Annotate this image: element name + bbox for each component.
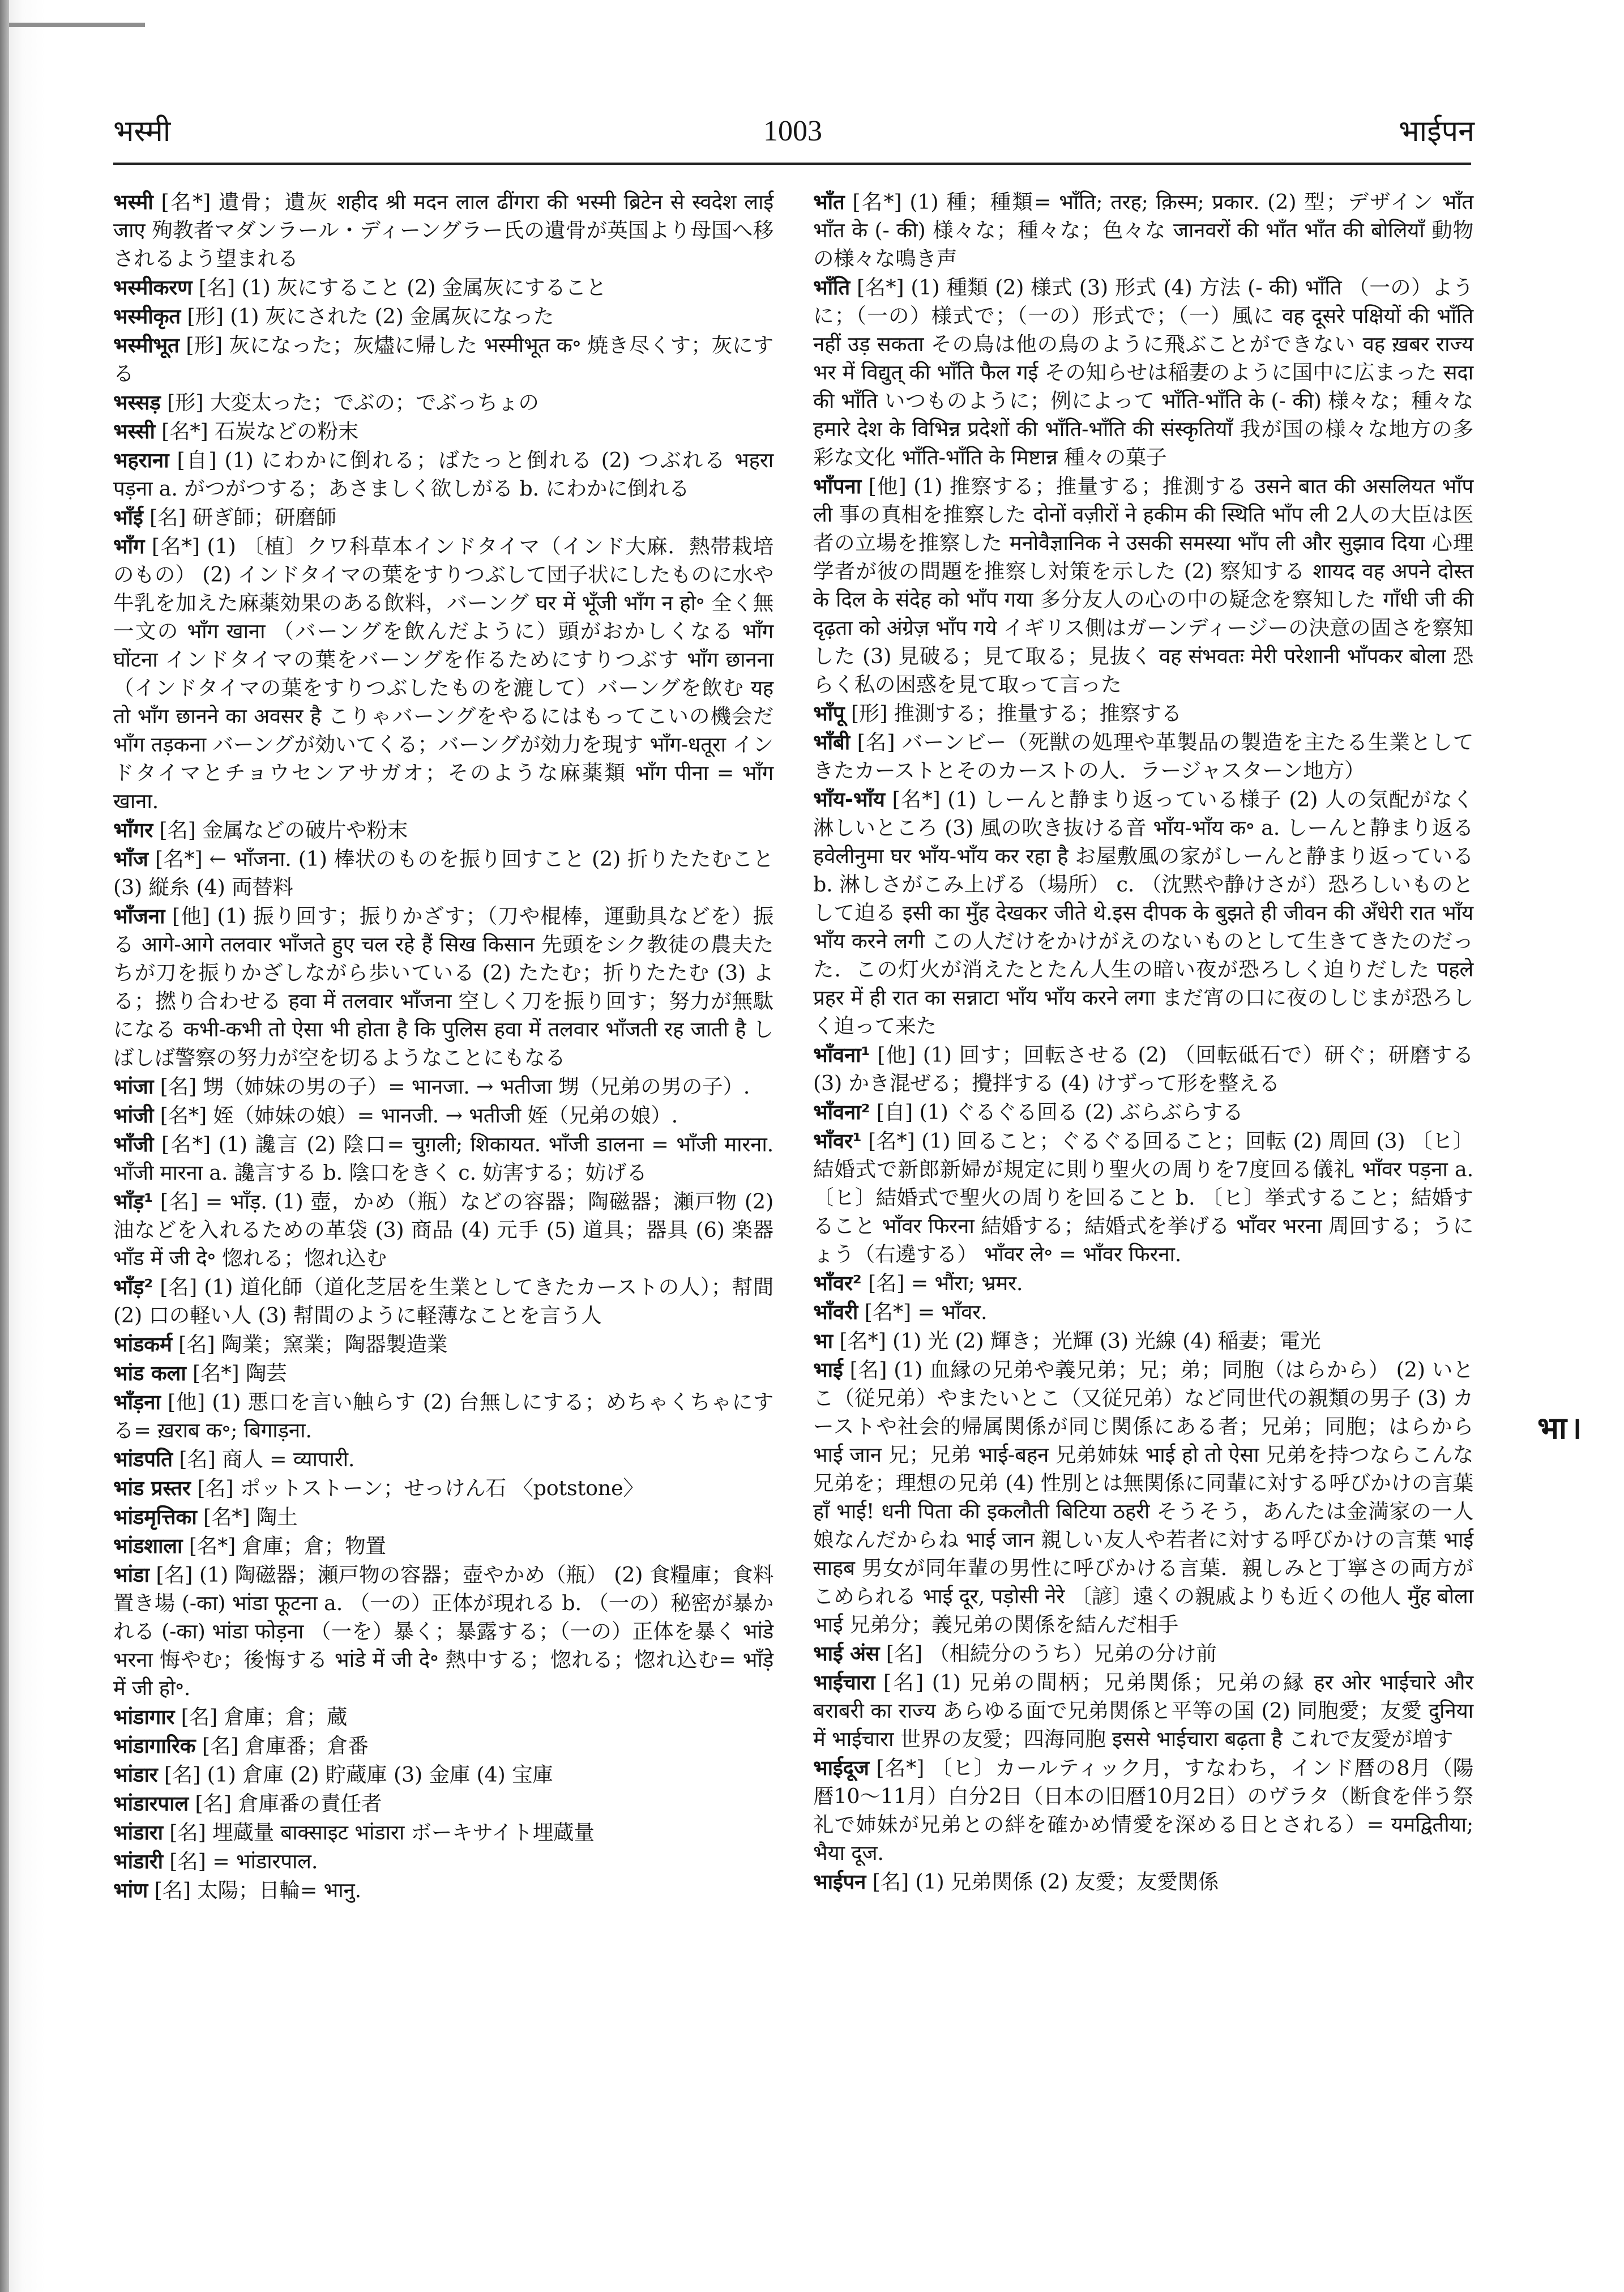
dictionary-entry — [113, 1819, 773, 1847]
entry-definition: [名] 倉庫番の責任者 — [195, 1791, 382, 1816]
entry-headword: भांड कला — [113, 1361, 186, 1385]
entry-definition: [名*] (1) 光 (2) 輝き；光輝 (3) 光線 (4) 稲妻；電光 — [839, 1329, 1321, 1353]
entry-definition: [名*] (1) 種類 (2) 様式 (3) 形式 (4) 方法 (- की) भाँति （一の）ように；（一の）様式で；（一の）形式で；（一）風に वह दूसरे पक्षियों की भाँति नहीं उड़ सकता その鳥は他の鳥のように飛ぶことができない वह ख़बर राज्य भर में विद्युत् की भाँति फैल गई その知らせは稲妻のように国中に広まった सदा की भाँति いつものように；例によって भाँति-भाँति के (- की) 様々な；種々な हमारे देश के विभिन्न प्रदेशों की भाँति-भाँति की संस्कृतियाँ 我が国の様々な地方の多彩な文化 भाँति-भाँति के मिष्टान्न 種々の菓子 — [813, 275, 1473, 470]
dictionary-entry — [113, 302, 773, 331]
entry-headword: भाईचारा — [813, 1670, 875, 1695]
entry-definition: [名*] 〔ヒ〕カールティック月，すなわち，インド暦の8月（陽暦10〜11月）白分2日（日本の旧暦10月2日）のヴラタ（断食を伴う祭礼で姉妹が兄弟との絆を確かめ情愛を深める日とされる）= यमद्वितीया; भैया दूज. — [813, 1756, 1473, 1865]
left-column — [113, 188, 773, 1905]
entry-definition: [名] 甥（姉妹の男の子）= भानजा. → भतीजा 甥（兄弟の男の子）. — [160, 1074, 750, 1099]
dictionary-entry — [813, 1668, 1473, 1753]
entry-definition: [名] (1) 血縁の兄弟や義兄弟；兄；弟；同胞（はらから） (2) いとこ（従兄弟）やまたいとこ（又従兄弟）など同世代の親類の男子 (3) カーストや社会的帰属関係が同じ関係にある者；兄弟；同胞；はらから भाई जान 兄；兄弟 भाई-बहन 兄弟姉妹 भाई हो तो ऐसा 兄弟を持つならこんな兄弟を；理想の兄弟 (4) 性別とは無関係に同輩に対する呼びかけの言葉 हाँ भाई! धनी पिता की इकलौती बिटिया ठहरी そうそう，あんたは金満家の一人娘なんだからね भाई जान 親しい友人や若者に対する呼びかけの言葉 भाई साहब 男女が同年輩の男性に呼びかける言葉．親しみと丁寧さの両方がこめられる भाई दूर, पड़ोसी नेरे 〔諺〕遠くの親戚よりも近くの他人 मुँह बोला भाई 兄弟分；義兄弟の関係を結んだ相手 — [813, 1358, 1473, 1637]
entry-definition: [自] (1) ぐるぐる回る (2) ぶらぶらする — [876, 1100, 1243, 1124]
entry-headword: भस्सड़ — [113, 390, 161, 415]
entry-headword: भाँय-भाँय — [813, 787, 885, 812]
entry-definition: [名] (1) 灰にすること (2) 金属灰にすること — [198, 275, 607, 300]
dictionary-entry — [113, 1703, 773, 1731]
entry-definition: [形] 大変太った；でぶの；でぶっちょの — [167, 390, 539, 415]
entry-headword: भांड प्रस्तर — [113, 1476, 191, 1500]
entry-headword: भांडपति — [113, 1447, 173, 1471]
entry-headword: भांडागार — [113, 1705, 175, 1729]
dictionary-entry — [813, 699, 1473, 728]
dictionary-entry — [113, 1876, 773, 1905]
dictionary-entry — [113, 1503, 773, 1531]
entry-definition: [名] (1) 倉庫 (2) 貯蔵庫 (3) 金庫 (4) 宝庫 — [164, 1762, 553, 1787]
entry-headword: भांडमृत्तिका — [113, 1505, 197, 1529]
entry-headword: भांजी — [113, 1103, 154, 1128]
entry-definition: [名*] (1) 讒言 (2) 陰口= चुग़ली; शिकायत. भाँजी डालना = भाँजी मारना. भाँजी मारना a. 讒言する b. 陰口をきく c. 妨害する；妨げる — [113, 1132, 773, 1185]
entry-definition: [形] 推測する；推量する；推察する — [851, 701, 1182, 725]
entry-definition: [他] (1) 悪口を言い触らす (2) 台無しにする；めちゃくちゃにする= ख़राब क॰; बिगाड़ना. — [113, 1390, 774, 1442]
entry-headword: भाँड़² — [113, 1275, 153, 1299]
right-guide-word: भाईपन — [1399, 114, 1475, 148]
dictionary-entry — [113, 1102, 773, 1130]
entry-headword: भाँगर — [113, 818, 153, 842]
entry-headword: भस्मीकृत — [113, 304, 181, 328]
entry-definition: [他] (1) 振り回す；振りかざす；（刀や棍棒，運動具などを）振る आगे-आगे तलवार भाँजते हुए चल रहे हैं सिख किसान 先頭をシク教徒の農夫たちが刀を振りかざしながら歩いている (2) たたむ；折りたたむ (3) よる；撚り合わせる हवा में तलवार भाँजना 空しく刀を振り回す；努力が無駄になる कभी-कभी तो ऐसा भी होता है कि पुलिस हवा में तलवार भाँजती रह जाती है しばしば警察の努力が空を切るようなことにもなる — [113, 904, 773, 1070]
entry-headword: भाँवना¹ — [813, 1043, 870, 1067]
entry-definition: [名] 埋蔵量 बाक्साइट भांडारा ボーキサイト埋蔵量 — [169, 1820, 595, 1845]
dictionary-entry — [813, 1127, 1473, 1269]
entry-definition: [名] 太陽；日輪= भानु. — [154, 1878, 361, 1902]
entry-definition: [名] 倉庫番；倉番 — [202, 1734, 369, 1758]
thumb-index-tab: भा। — [1537, 1410, 1585, 1446]
dictionary-entry — [113, 845, 773, 902]
dictionary-entry — [113, 1445, 773, 1474]
dictionary-entry — [113, 1847, 773, 1876]
dictionary-entry — [813, 1327, 1473, 1355]
left-guide-word: भस्मी — [113, 114, 171, 148]
entry-definition: [名*] 遺骨；遺灰 शहीद श्री मदन लाल ढींगरा की भस्मी ब्रिटेन से स्वदेश लाई जाए 殉教者マダンラール・ディーングラー氏の遺骨が英国より母国へ移されるよう望まれる — [113, 190, 773, 271]
dictionary-entry — [813, 1041, 1473, 1098]
dictionary-entry — [113, 1188, 773, 1273]
dictionary-entry — [113, 1273, 773, 1330]
dictionary-entry — [113, 188, 773, 273]
entry-definition: [名] （相続分のうち）兄弟の分け前 — [886, 1641, 1217, 1666]
dictionary-entry — [813, 188, 1473, 273]
entry-headword: भाँवरी — [813, 1300, 858, 1324]
entry-headword: भांडागारिक — [113, 1734, 196, 1758]
entry-definition: [名*] 陶土 — [203, 1505, 298, 1529]
entry-definition: [名] ポットストーン；せっけん石 〈potstone〉 — [197, 1476, 644, 1500]
dictionary-entry — [813, 1640, 1473, 1668]
dictionary-entry — [113, 1388, 773, 1445]
entry-definition: [名] 研ぎ師；研磨師 — [149, 505, 336, 530]
entry-headword: भाँपना — [813, 474, 861, 498]
dictionary-entry — [113, 1790, 773, 1818]
entry-definition: [名] 商人 = व्यापारी. — [179, 1447, 355, 1471]
entry-headword: भस्मीकरण — [113, 275, 193, 300]
entry-definition: [名] = भौंरा; भ्रमर. — [867, 1271, 1023, 1295]
entry-definition: [他] (1) 回す；回転させる (2) （回転砥石で）研ぐ；研磨する (3) かき混ぜる；攪拌する (4) けずって形を整える — [813, 1043, 1474, 1095]
entry-headword: भाँज — [113, 847, 148, 871]
entry-headword: भस्मी — [113, 190, 153, 214]
entry-definition: [名] = भांडारपाल. — [169, 1849, 318, 1873]
entry-headword: भांजा — [113, 1074, 154, 1099]
entry-definition: [名*] 姪（姉妹の娘）= भानजी. → भतीजी 姪（兄弟の娘）. — [160, 1103, 678, 1128]
entry-headword: भाँजी — [113, 1132, 154, 1156]
entry-headword: भाँवना² — [813, 1100, 870, 1124]
entry-definition: [名] バーンビー（死獣の処理や革製品の製造を主たる生業としてきたカーストとそのカーストの人．ラージャスターン地方） — [813, 730, 1473, 783]
entry-headword: भांडा — [113, 1563, 149, 1587]
entry-headword: भाँड़ना — [113, 1390, 161, 1414]
dictionary-entry — [113, 331, 773, 388]
entry-headword: भाईदूज — [813, 1756, 869, 1780]
entry-headword: भाईपन — [813, 1870, 866, 1894]
entry-definition: [名*] (1) 種；種類= भाँति; तरह; क़िस्म; प्रकार. (2) 型；デザイン भाँत भाँत के (- की) 様々な；種々な；色々な जानवरों की भाँत भाँत की बोलियाँ 動物の様々な鳴き声 — [813, 190, 1474, 271]
entry-definition: [名] (1) 道化師（道化芝居を生業としてきたカーストの人）；幇間 (2) 口の軽い人 (3) 幇間のように軽薄なことを言う人 — [113, 1275, 773, 1328]
dictionary-entry — [813, 274, 1473, 472]
entry-headword: भाँवर¹ — [813, 1129, 862, 1153]
entry-definition: [自] (1) にわかに倒れる；ばたっと倒れる (2) つぶれる भहरा पड़ना a. がつがつする；あさましく欲しがる b. にわかに倒れる — [113, 448, 773, 501]
entry-definition: [名] 倉庫；倉；蔵 — [181, 1705, 348, 1729]
entry-headword: भाँड़¹ — [113, 1189, 153, 1214]
entry-definition: [名] (1) 兄弟関係 (2) 友愛；友愛関係 — [872, 1870, 1219, 1894]
entry-headword: भाई — [813, 1358, 843, 1382]
entry-headword: भांडार — [113, 1762, 158, 1787]
dictionary-entry — [813, 1356, 1473, 1639]
entry-definition: [名] 陶業；窯業；陶器製造業 — [178, 1332, 448, 1356]
dictionary-entry — [813, 1298, 1473, 1326]
dictionary-entry — [813, 472, 1473, 699]
dictionary-entry — [113, 1073, 773, 1101]
entry-headword: भस्मीभूत — [113, 333, 180, 357]
entry-definition: [形] (1) 灰にされた (2) 金属灰になった — [187, 304, 554, 328]
dictionary-entry — [813, 786, 1473, 1040]
dictionary-entry — [113, 532, 773, 816]
entry-definition: [名] = भाँड़. (1) 壺，かめ（瓶）などの容器；陶磁器；瀬戸物 (2) 油などを入れるための革袋 (3) 商品 (4) 元手 (5) 道具；器具 (6) 楽器 भाँड में जी दे॰ 惚れる；惚れ込む — [113, 1189, 773, 1270]
entry-headword: भाँजना — [113, 904, 165, 928]
entry-definition: [名] (1) 兄弟の間柄；兄弟関係；兄弟の縁 हर ओर भाईचारे और बराबरी का राज्य あらゆる面で兄弟関係と平等の国 (2) 同胞愛；友愛 दुनिया में भाईचारा 世界の友愛；四海同胞 इससे भाईचारा बढ़ता है これで友愛が増す — [813, 1670, 1473, 1751]
dictionary-entry — [813, 1098, 1473, 1126]
dictionary-entry — [113, 389, 773, 417]
entry-headword: भाँत — [813, 190, 845, 214]
page-number: 1003 — [763, 115, 822, 147]
dictionary-entry — [113, 1561, 773, 1702]
entry-definition: [名*] (1) 回ること；ぐるぐる回ること；回転 (2) 周回 (3) 〔ヒ〕結婚式で新郎新婦が規定に則り聖火の周りを7度回る儀礼 भाँवर पड़ना a. 〔ヒ〕結婚式で聖火の周りを回ること b. 〔ヒ〕挙式すること；結婚すること भाँवर फिरना 結婚する；結婚式を挙げる भाँवर भरना 周回する；うにょう（右遶する） भाँवर ले॰ = भाँवर फिरना. — [813, 1129, 1474, 1266]
dictionary-entry — [113, 417, 773, 446]
dictionary-entry — [113, 902, 773, 1072]
dictionary-entry — [813, 1868, 1473, 1896]
book-spine-shadow — [0, 0, 9, 2292]
entry-definition: [形] 灰になった；灰燼に帰した भस्मीभूत क॰ 焼き尽くす；灰にする — [113, 333, 773, 386]
scan-edge-mark — [9, 23, 145, 27]
dictionary-entry — [113, 1474, 773, 1503]
entry-headword: भा — [813, 1329, 833, 1353]
entry-headword: भांडारपाल — [113, 1791, 189, 1816]
entry-headword: भहराना — [113, 448, 169, 472]
dictionary-entry — [813, 1269, 1473, 1297]
entry-headword: भस्सी — [113, 419, 155, 443]
entry-headword: भाँबी — [813, 730, 851, 754]
dictionary-entry — [113, 1532, 773, 1560]
dictionary-entry — [813, 1754, 1473, 1867]
entry-definition: [名*] 倉庫；倉；物置 — [189, 1534, 386, 1558]
entry-headword: भाँई — [113, 505, 143, 530]
entry-headword: भांडशाला — [113, 1534, 183, 1558]
entry-definition: [名*] ← भाँजना. (1) 棒状のものを振り回すこと (2) 折りたたむこと (3) 縦糸 (4) 両替料 — [113, 847, 773, 899]
entry-headword: भाँपू — [813, 701, 845, 725]
entry-headword: भाँवर² — [813, 1271, 862, 1295]
entry-headword: भांण — [113, 1878, 148, 1902]
entry-headword: भांडारी — [113, 1849, 163, 1873]
dictionary-entry — [813, 728, 1473, 785]
dictionary-entry — [113, 816, 773, 844]
right-column — [813, 188, 1473, 1897]
entry-definition: [名*] (1) しーんと静まり返っている様子 (2) 人の気配がなく淋しいところ (3) 風の吹き抜ける音 भाँय-भाँय क॰ a. しーんと静まり返る हवेलीनुमा घर भाँय-भाँय कर रहा है お屋敷風の家がしーんと静まり返っている b. 淋しさがこみ上げる（場所） c. （沈黙や静けさが）恐ろしいものとして迫る इसी का मुँह देखकर जीते थे.इस दीपक के बुझते ही जीवन की अँधेरी रात भाँय भाँय करने लगी この人だけをかけがえのないものとして生きてきたのだった．この灯火が消えたとたん人生の暗い夜が恐ろしく迫りだした पहले प्रहर में ही रात का सन्नाटा भाँय भाँय करने लगा まだ宵の口に夜のしじまが恐ろしく迫って来た — [813, 787, 1474, 1038]
dictionary-entry — [113, 446, 773, 503]
entry-definition: [名*] (1) 〔植〕クワ科草本インドタイマ（インド大麻．熱帯栽培のもの） (2) インドタイマの葉をすりつぶして団子状にしたものに水や牛乳を加えた麻薬効果のある飲料，バーング घर में भूँजी भाँग न हो॰ 全く無一文の भाँग खाना （バーングを飲んだように）頭がおかしくなる भाँग घोंटना インドタイマの葉をバーングを作るためにすりつぶす भाँग छानना （インドタイマの葉をすりつぶしたものを漉して）バーングを飲む यह तो भाँग छानने का अवसर है こりゃバーングをやるにはもってこいの機会だ भाँग तड़कना バーングが効いてくる；バーングが効力を現す भाँग-धतूरा インドタイマとチョウセンアサガオ；そのような麻薬類 भाँग पीना = भाँग खाना. — [113, 534, 773, 813]
entry-headword: भांडकर्म — [113, 1332, 172, 1356]
entry-headword: भाँग — [113, 534, 145, 558]
entry-headword: भांडारा — [113, 1820, 163, 1845]
entry-definition: [名*] 石炭などの粉末 — [161, 419, 359, 443]
dictionary-entry — [113, 1330, 773, 1359]
dictionary-entry — [113, 274, 773, 302]
dictionary-entry — [113, 1359, 773, 1388]
dictionary-entry — [113, 1761, 773, 1789]
dictionary-entry — [113, 1732, 773, 1760]
entry-definition: [名] 金属などの破片や粉末 — [159, 818, 408, 842]
entry-headword: भाई अंस — [813, 1641, 880, 1666]
entry-definition: [他] (1) 推察する；推量する；推測する उसने बात की असलियत भाँप ली 事の真相を推察した दोनों वज़ीरों ने हकीम की स्थिति भाँप ली 2人の大臣は医者の立場を推察した मनोवैज्ञानिक ने उसकी समस्या भाँप ली और सुझाव दिया 心理学者が彼の問題を推察し対策を示した (2) 察知する शायद वह अपने दोस्त के दिल के संदेह को भाँप गया 多分友人の心の中の疑念を察知した गाँधी जी की दृढ़ता को अंग्रेज़ भाँप गये イギリス側はガーンディージーの決意の固さを察知した (3) 見破る；見て取る；見抜く वह संभवतः मेरी परेशानी भाँपकर बोला 恐らく私の困惑を見て取って言った — [813, 474, 1474, 697]
entry-definition: [名*] 陶芸 — [193, 1361, 287, 1385]
entry-headword: भाँति — [813, 275, 850, 300]
dictionary-entry — [113, 1130, 773, 1187]
entry-definition: [名] (1) 陶磁器；瀬戸物の容器；壺やかめ（瓶） (2) 食糧庫；食料置き場 (-का) भांडा फूटना a. （一の）正体が現れる b. （一の）秘密が暴かれる (-का) भांडा फोड़ना （一を）暴く；暴露する；（一の）正体を暴く भांडे भरना 悔やむ；後悔する भांडे में जी दे॰ 熱中する；惚れる；惚れ込む= भाँड़े में जी हो॰. — [113, 1563, 773, 1700]
entry-definition: [名*] = भाँवर. — [864, 1300, 988, 1324]
dictionary-entry — [113, 503, 773, 532]
header-rule — [113, 163, 1471, 165]
